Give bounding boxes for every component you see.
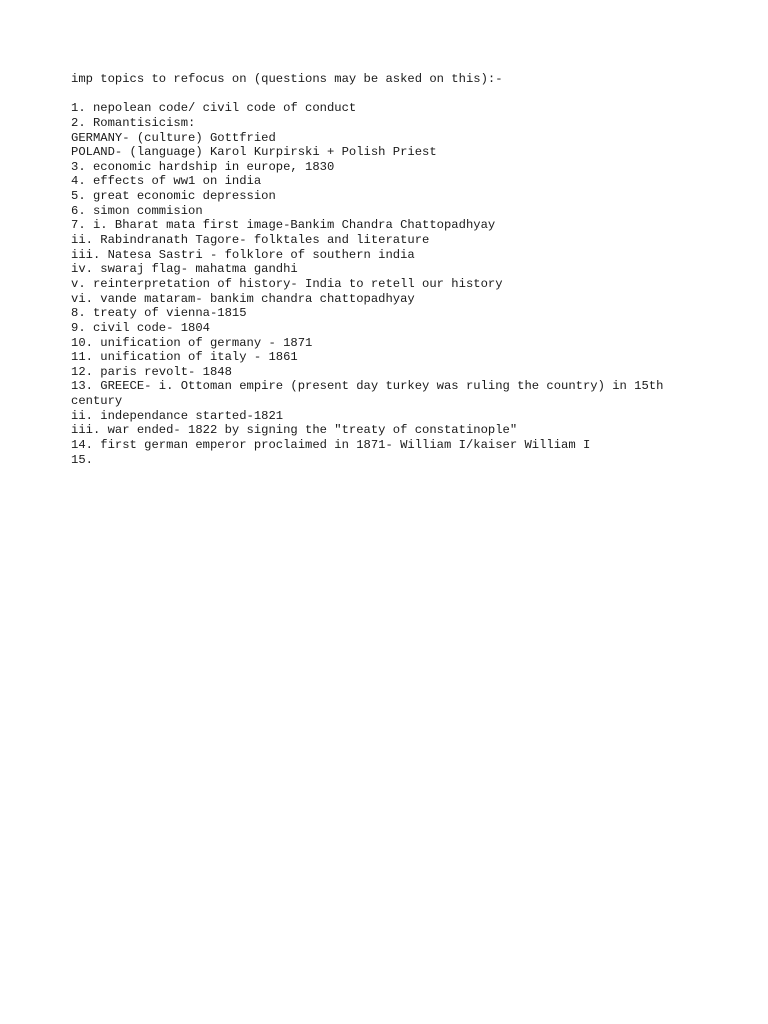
text-line: ii. independance started-1821 xyxy=(71,408,284,423)
text-line: 11. unification of italy - 1861 xyxy=(71,350,298,365)
text-line: century xyxy=(71,394,123,409)
text-line: vi. vande mataram- bankim chandra chattopadhyay xyxy=(71,291,415,306)
text-line: 14. first german emperor proclaimed in 1871- William I/kaiser William I xyxy=(71,438,591,453)
text-line: 5. great economic depression xyxy=(71,189,276,204)
text-line: 9. civil code- 1804 xyxy=(71,320,210,335)
text-line: ii. Rabindranath Tagore- folktales and literature xyxy=(71,233,430,248)
text-line: POLAND- (language) Karol Kurpirski + Polish Priest xyxy=(71,145,437,160)
text-line: iii. war ended- 1822 by signing the "treaty of constatinople" xyxy=(71,423,518,438)
text-line: 4. effects of ww1 on india xyxy=(71,174,262,189)
text-line: 3. economic hardship in europe, 1830 xyxy=(71,159,335,174)
text-line: 10. unification of germany - 1871 xyxy=(71,335,313,350)
text-line: 8. treaty of vienna-1815 xyxy=(71,306,247,321)
text-line: 13. GREECE- i. Ottoman empire (present day turkey was ruling the country) in 15th xyxy=(71,379,664,394)
text-line: iv. swaraj flag- mahatma gandhi xyxy=(71,262,298,277)
text-line: 1. nepolean code/ civil code of conduct xyxy=(71,101,357,116)
text-line: 15. xyxy=(71,452,93,467)
notes-text xyxy=(71,72,711,467)
text-line: 12. paris revolt- 1848 xyxy=(71,364,232,379)
text-line: v. reinterpretation of history- India to retell our history xyxy=(71,276,503,291)
text-line: GERMANY- (culture) Gottfried xyxy=(71,130,276,145)
text-line: iii. Natesa Sastri - folklore of southern india xyxy=(71,247,415,262)
blank-line xyxy=(71,87,711,102)
text-line: 7. i. Bharat mata first image-Bankim Chandra Chattopadhyay xyxy=(71,218,496,233)
heading-line: imp topics to refocus on (questions may be asked on this):- xyxy=(71,72,503,86)
text-line: 2. Romantisicism: xyxy=(71,115,196,130)
text-line: 6. simon commision xyxy=(71,203,203,218)
